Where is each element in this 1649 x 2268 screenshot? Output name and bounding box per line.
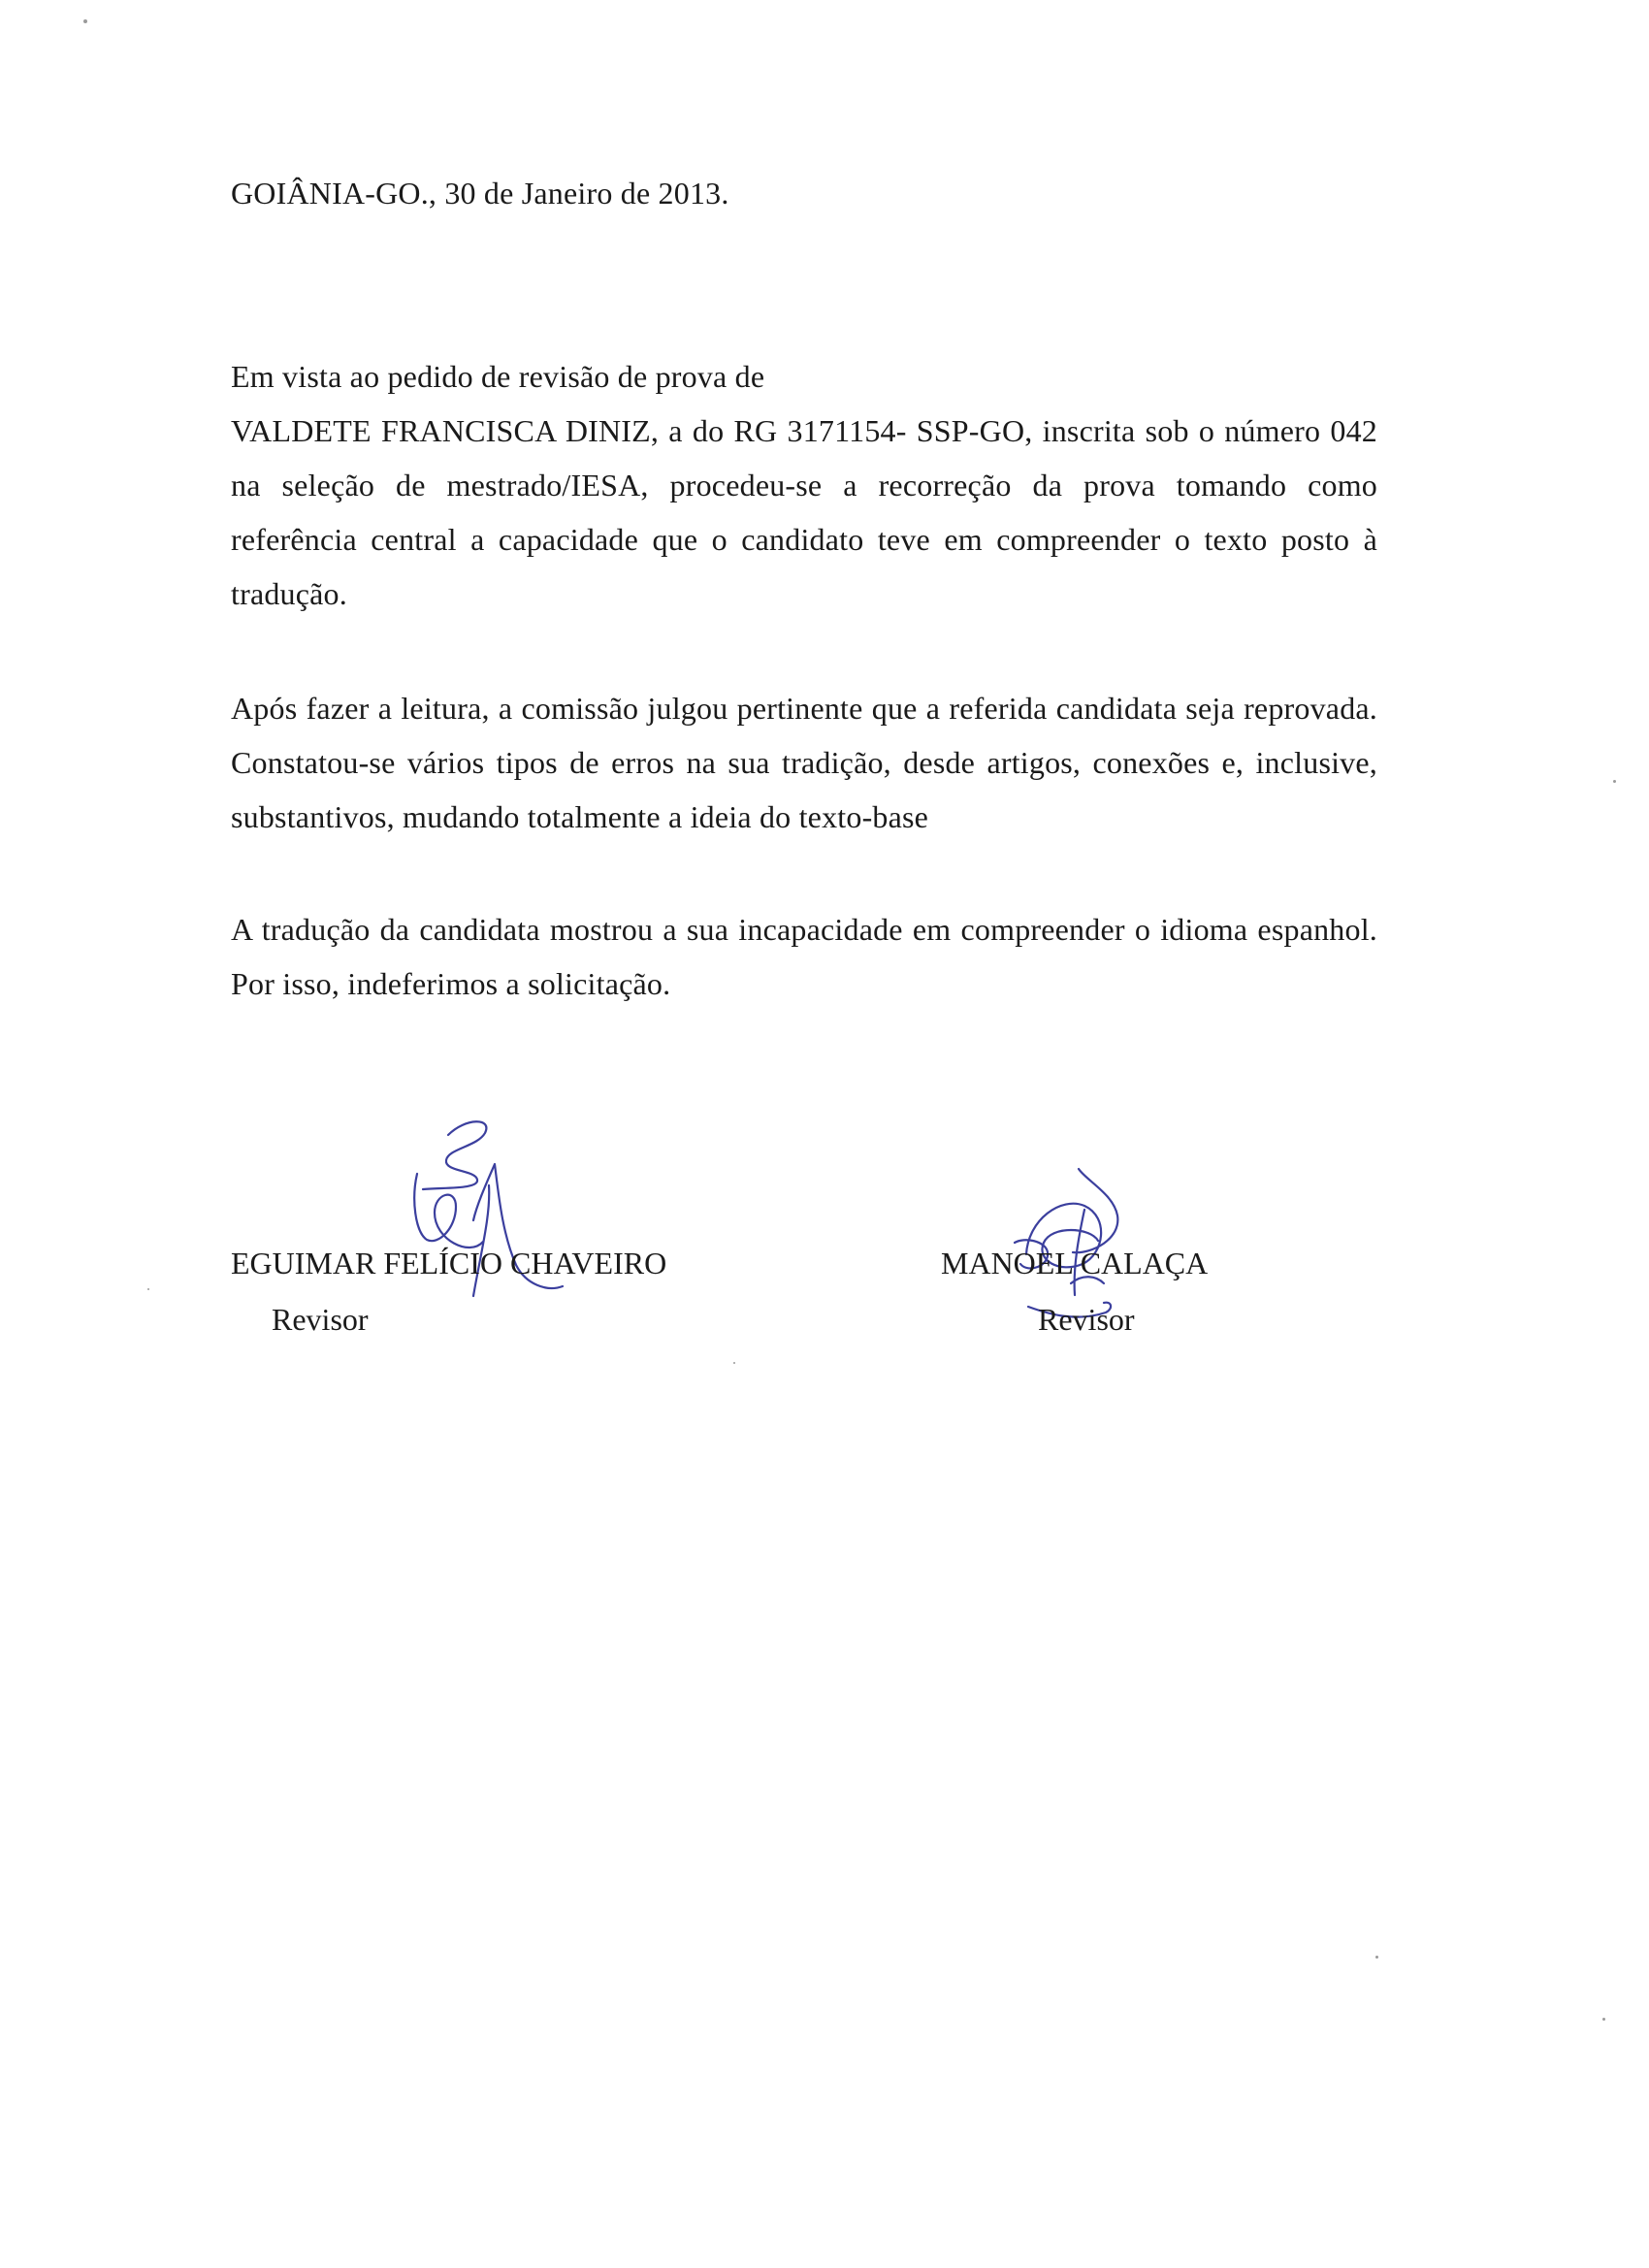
signer-role-manoel: Revisor — [1038, 1302, 1135, 1337]
paragraph-decision: A tradução da candidata mostrou a sua incapacidade em compreender o idioma espanhol. Por isso, indeferimos a solicitação. — [231, 912, 1377, 1001]
date-line: GOIÂNIA-GO., 30 de Janeiro de 2013. — [231, 176, 729, 211]
scan-speck — [733, 1362, 735, 1364]
paragraph-request-lead: Em vista ao pedido de revisão de prova de — [231, 359, 765, 394]
scan-speck — [1375, 1956, 1378, 1959]
signer-name-eguimar: EGUIMAR FELÍCIO CHAVEIRO — [231, 1246, 667, 1280]
signer-name-manoel: MANOEL CALAÇA — [941, 1246, 1209, 1280]
paragraph-request — [231, 349, 1377, 621]
paragraph-evaluation: Após fazer a leitura, a comissão julgou pertinente que a referida candidata seja reprovada. Constatou-se vários tipos de erros na sua tradição, desde artigos, conexões e, inclusive, substantivos, mudando totalmente a ideia do texto-base — [231, 691, 1377, 834]
paragraph-request-body: VALDETE FRANCISCA DINIZ, a do RG 3171154- SSP-GO, inscrita sob o número 042 na seleção de mestrado/IESA, procedeu-se a recorreção da prova tomando como referência central a capacidade que o candidato teve em compreender o texto posto à tradução. — [231, 413, 1377, 611]
scan-speck — [1602, 2018, 1605, 2021]
scan-speck — [83, 19, 87, 23]
scan-speck — [1613, 780, 1616, 783]
scan-speck — [147, 1288, 149, 1290]
signer-role-eguimar: Revisor — [272, 1302, 369, 1337]
